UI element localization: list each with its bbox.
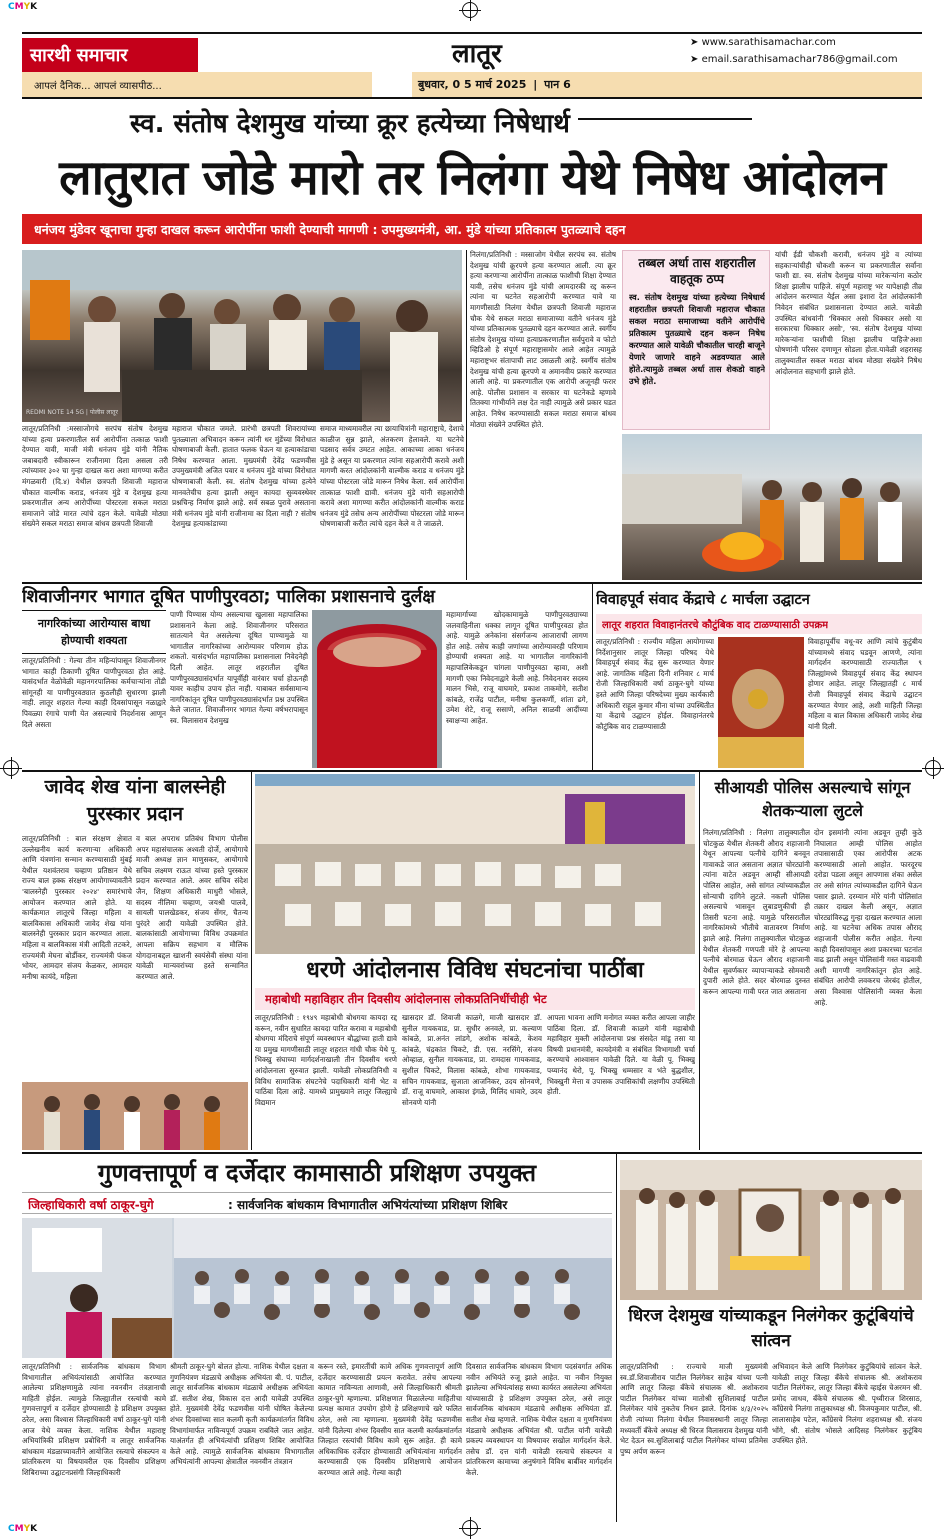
water-headline: शिवाजीनगर भागात दूषित पाणीपुरवठा; पालिका प्रशासनाचे दुर्लक्ष <box>22 587 435 607</box>
email: email.sarathisamachar786@gmail.com <box>701 54 898 65</box>
tagline: आपलं दैनिक... आपलं व्यासपीठ... <box>34 81 162 92</box>
premarital-headline: विवाहपूर्व संवाद केंद्राचे ८ मार्चला उद्घाटन <box>596 592 810 608</box>
lead-kicker-row <box>22 104 922 146</box>
award-col-1: लातूर/प्रतिनिधी : बाल संरक्षण क्षेत्रात उल्लेखनीय कार्य करणाऱ्या अधिकारी आणि यंत्रणांना सन्मान करण्यासाठी मुंबई येथील यशवंतराव चव्हाण प्रतिष्ठान येथे राज्य बाल हक्क संरक्षण आयोगाच्यावतीने 'बालस्नेही पुरस्कार २०२४' समारंभाचे आयोजन करण्यात आले होते. या कार्यक्रमात लातूरचे जिल्हा महिला व बालविकास अधिकारी जावेद शेख यांना बालस्नेही पुरस्कार प्रदान करण्यात आला. महिला व बालविकास मंत्री आदिती तटकरे, राज्यमंत्री मेघना बोर्डीकर, राज्यमंत्री पंकज भोयर, आमदार संजय केळकर, आमदार मनीषा कायंदे, महिला <box>22 834 132 981</box>
lead-protest-photo <box>22 250 462 422</box>
cmyk-mark-bottom: CMYK <box>8 1524 38 1534</box>
registration-mark-icon <box>3 760 19 776</box>
training-col-1: लातूर/प्रतिनिधी : सार्वजनिक बांधकाम विभाग विभागातील अभियंत्यांसाठी आयोजित करण्यात आलेल्या प्रशिक्षणामुळे त्यांना नवनवीन तंत्रज्ञानाची माहिती होईल. त्यामुळे जिल्ह्यातील रस्त्यांची कामे गुणवत्तापूर्ण व दर्जेदार होण्यासाठी हे प्रशिक्षण उपयुक्त ठरेल, असा विश्वास जिल्हाधिकारी वर्षा ठाकूर-घुगे यांनी आज येथे व्यक्त केला. नाशिक येथील महाराष्ट्र अभियांत्रिकी प्रशिक्षण प्रबोधिनी व लातूर सार्वजनिक बांधकाम मंडळाच्यावतीने आयोजित रस्त्याचे संकल्पन व प्रांतरिकरण या विषयावरील एक दिवसीय प्रशिक्षण शिबिराच्या उद्घाटनप्रसंगी जिल्हाधिकारी <box>22 1362 166 1477</box>
condolence-col-2: अभिवादन केले आणि निलंगेकर कुटुंबियांचे सांत्वन केले. यावेळी लातूर जिल्हा बँकेचे संचालक श्री. अशोकराव पाटील निलंगेकर, लातूर जिल्हा बँकेचे व्हाईस चेअरमन श्री. प्रमोद जाधव, बँकेचे संचालक श्री. पृथ्वीराज शिरसाठ, काँग्रेसचे निलंगा तालुकाध्यक्ष श्री. विजयकुमार पाटील, श्री. लालासाहेब पटेल, काँग्रेसचे निलंगा शहराध्यक्ष श्री. संजय भोंगे, श्री. संतोष भोसले आदिसह निलंगेकर कुटूंबिय उपस्थित होते. <box>772 1362 922 1446</box>
wedding-hands-photo <box>718 637 804 768</box>
registration-mark-icon <box>925 760 941 776</box>
photo-credit: REDMI NOTE 14 5G | पोलीस लातूर <box>26 409 118 416</box>
masthead <box>22 32 922 99</box>
training-col-2: श्रीमती ठाकूर-घुगे बोलत होत्या. नाशिक येथील दक्षता व गुणनियंत्रण मंडळाचे अधीक्षक अभियंता बी. पं. पाटील, लातूर सार्वजनिक बांधकाम मंडळाचे अधीक्षक अभियंता डॉ. सतीश शेख, विकास दत्त आदी यावेळी उपस्थित होते. मुख्यमंत्री देवेंद्र फडणवीस यांनी घोषित केलेल्या शंभर दिवसांच्या सात कलमी कृती कार्यक्रमांतर्गत विविध विभागांमार्फत नाविन्यपूर्ण उपक्रम राबविले जात आहेत. याअंतर्गत ही अभियंत्यांची प्रशिक्षण शिबिर आयोजित केले आहे. त्यामुळे सार्वजनिक बांधकाम विभागातील अभियंत्यांनी आपल्या क्षेत्रातील नवनवीन तंत्रज्ञान <box>170 1362 314 1467</box>
mahabodhi-col-3: आपला भावना आणि मनोगत व्यक्त करीत आपला जाहीर पाठिंबा दिला. डॉ. शिवाजी काळगे यांनी महाबोधी महाविहार मुक्ती आंदोलनाचा प्रश्न संसदेत मांडू तसा या विषयी प्रधानमंत्री, कायदेमंत्री व संबंधित विभागाशी चर्चा करण्याचे आश्वासन यावेळी दिले. या वेळी पू. भिक्खु पय्यानंद थेरो, पू. भिक्खु धम्मसार व भंते बुद्धशील, भिक्खुनी मेत्ता व उपासक उपासिकांची लक्षणीय उपस्थिती होती. <box>547 1013 695 1097</box>
lead-strap: धनंजय मुंडेवर खूनाचा गुन्हा दाखल करून आरोपींना फाशी देण्याची मागणी : उपमुख्यमंत्री, आ. मुंडे यांच्या प्रतिकात्म पुतळ्याचे दहन <box>34 222 626 237</box>
lead-effigy-photo <box>622 434 922 580</box>
cid-headline: सीआयडी पोलिस असल्याचे सांगून शेतकऱ्याला लुटले <box>714 778 911 820</box>
award-col-2: व बाल अपराध प्रतिबंध विभाग पोलीस अपर महासंचालक अश्वती दोर्जे, आयोगाचे माजी अध्यक्ष ज्ञान माणुसकर, आयोगाचे सचिव लक्ष्मण राऊत यांच्या हस्ते पुरस्कार प्रदान करण्यात आले. अवर सचिव संदेश जैन, शिक्षण अधिकारी माधुरी भोसले, सदस्य नीलिमा चव्हाण, जयश्री पालवे, सायली पालखेडकर, संजय सेंगर, चैतन्य पुरंदरे आदी यावेळी उपस्थित होते. बालकांसाठी आयोगाच्या विविध उपक्रमांत आपला सक्रिय सहभाग व मौलिक योगदानाबद्दल खाशनी स्वयंसेवी संस्था यांना यावेळी मान्यवरांच्या हस्ते सन्मानित करण्यात आले. <box>136 834 248 981</box>
condolence-photo <box>620 1160 922 1300</box>
traffic-box-title: तब्बल अर्धा तास शहरातील वाहतूक ठप्प <box>638 256 756 286</box>
condolence-col-1: लातूर/प्रतिनिधी : राज्याचे माजी मुख्यमंत्री स्व.डॉ.शिवाजीराव पाटील निलंगेकर साहेब यांच्या पत्नी आणि लातूर जिल्हा बँकेचे संचालक श्री. अशोकराव पाटील निलंगेकर यांच्या मातोश्री सुशिलाबाई पाटील निलंगेकर यांचे नुकतेच निधन झाले. दिनांक ४/३/२०२५ रोजी त्यांच्या निलंगा येथील निवासस्थानी लातूर जिल्हा मध्यवर्ती बँकेचे अध्यक्ष श्री धिरज विलासराव देशमुख यांनी भेट देऊन स्व.सुशिलाबाई पाटील निलंगेकर यांच्या प्रतिमेस पुष्प अर्पण करून <box>620 1362 768 1456</box>
premarital-col-2: विवाहापूर्वीच वधू-वर आणि त्यांचे कुटुंबीय यांच्यामध्ये संवाद घडवून आणणे, त्यांना मार्गदर्शन करण्यासाठी राज्यातील ९ जिल्ह्यांमध्ये विवाहपूर्व संवाद केंद्र स्थापन होणार आहेत. लातूर जिल्ह्यातही ८ मार्च रोजी विवाहपूर्व संवाद केंद्राचे उद्घाटन करण्यात येणार आहे, अशी माहिती जिल्हा महिला व बाल विकास अधिकारी जावेद शेख यांनी दिली. <box>808 637 922 731</box>
lead-col-4: निलंगा/प्रतिनिधी : मस्साजोग येथील सरपंच स्व. संतोष देशमुख यांची क्रूरपणे हत्या करण्यात आली. त्या क्रूर हत्या करणाऱ्या आरोपींना तात्काळ फाशीची शिक्षा देण्यात यावी, तसेच धनंजय मुंडे यांची आमदारकी रद्द करून त्यांना या घटनेत सहआरोपी करण्यात यावे या मागणीसाठी निलंगा येथील छत्रपती शिवाजी महाराज चौक येथे सकल मराठा समाजाच्या वतीने धनंजय मुंडे यांच्या प्रतिकात्मक पुतळ्याचे दहन करण्यात आले. स्वर्गीय संतोष देशमुख यांच्या हत्याप्रकरणातील सर्वपुरावे व फोटो व्हिडिओ हे संपूर्ण महाराष्ट्रासमोर आले आहेत त्यामुळे महाराष्ट्रभर संतापाची लाट उसळली आहे. स्वर्गीय संतोष देशमुख यांची हत्या क्रूरपणे व अमानवीय प्रकारे करण्यात आली आहे. या प्रकरणातील एक आरोपी अजूनही फरार आहे. पोलीस प्रशासन व सरकार या घटनेकडे म्हणावे तितक्या गांभीर्याने लक्ष देत नाही त्यामुळे असे प्रकार घडत आहेत. निषेध करण्यासाठी सकल मराठा समाज बांधव मोठ्या संख्येने उपस्थित होते. <box>470 250 616 429</box>
water-subhead-box <box>22 610 166 654</box>
bullet-arrow-icon: ➤ <box>690 37 702 48</box>
lead-kicker: स्व. संतोष देशमुख यांच्या क्रूर हत्येच्या निषेधार्थ <box>122 104 578 140</box>
training-col-4: दिवसात सार्वजनिक बांधकाम विभाग पदसंवर्गात अधिक नवीन अभियंते रुजू झाले आहेत. या नवीन नियुक्त झालेल्या अभियंत्यांसह सध्या कार्यरत असलेल्या अभियंता यांच्यासाठी हे प्रशिक्षण उपयुक्त ठरेल, असे लातूर सार्वजनिक बांधकाम मंडळाचे अधीक्षक अभियंता डॉ. सतीश शेख म्हणाले. नाशिक येथील दक्षता व गुणनियंत्रण मंडळाचे अधीक्षक अभियंता श्री. पाटील यांनी यावेळी प्रकल्प व्यवस्थापन या विषयावर सखोल मार्गदर्शन केले. तसेच डॉ. दत्त यांनी यावेळी रस्त्याचे संकल्पन व प्रांतरिकरण कामाच्या अनुषंगाने विविध बाबींवर मार्गदर्शन केले. <box>466 1362 612 1477</box>
registration-mark-icon <box>462 1520 478 1536</box>
brand-name: सारथी समाचार <box>30 45 128 66</box>
award-ceremony-photo <box>22 1082 248 1150</box>
tagline-bar <box>22 72 372 97</box>
mahabodhi-headline: धरणे आंदोलनास विविध संघटनांचा पाठींबा <box>306 958 644 983</box>
lead-col-1: लातूर/प्रतिनिधी :मस्साजोगचे सरपंच संतोष देशमुख यांच्या हत्या प्रकरणातील सर्व आरोपींना तत्काळ फाशी देण्यात यावी, माजी मंत्री धनंजय मुंडे यांनी नैतिक जबाबदारी स्वीकारून राजीनामा दिला असला तरी त्यांच्यावर ३०२ चा गुन्हा दाखल करा अशा मागण्या करीत मंगळवारी (दि.४) येथील छत्रपती शिवाजी महाराज चौकात वाल्मीक कराड, धनंजय मुंडे व देशमुख हत्या प्रकरणातील अन्य आरोपींच्या पोस्टरला सकल मराठा समाजाने जोडे मारत त्यांचे दहन केले. यावेळी मोठ्या संख्येने सकल मराठा समाज बांधव छत्रपती शिवाजी <box>22 424 168 529</box>
date-bar: बुधवार, 0 5 मार्च 2025 | पान 6 <box>412 72 922 97</box>
issue-date: बुधवार, 0 5 मार्च 2025 <box>418 78 527 91</box>
brand-box <box>22 38 198 72</box>
premarital-col-1: लातूर/प्रतिनिधी : राज्यीय महिला आयोगाच्या निर्देशानुसार लातूर जिल्हा परिषद येथे विवाहपूर्व संवाद केंद्र सुरू करण्यात येणार आहे. जागतिक महिला दिनी शनिवार ८ मार्च रोजी जिल्हाधिकारी वर्षा ठाकूर-घुगे यांच्या हस्ते आणि जिल्हा परिषदेच्या मुख्य कार्यकारी अधिकारी राहूल कुमार मीना यांच्या उपस्थितीत या केंद्राचे उद्घाटन होईल. विवाहानंतरचे कौटुंबिक वाद टाळण्यासाठी <box>596 637 714 731</box>
mahabodhi-col-1: लातूर/प्रतिनिधी : १९४९ महाबोधी बोधगया कायदा रद्द करून, नवीन सुधारित कायदा पारित करावा व महाबोधी बोधगया मंदिराचे संपूर्ण व्यवस्थापन बौद्धांच्या हाती द्यावे या प्रमुख मागणीसाठी लातूर शहरात गांधी चौक येथे पू. भिक्खु संघाच्या मार्गदर्शनाखाली तीन दिवसीय धरणे आंदोलनाला सुरुवात झाली. यावेळी लोकप्रतिनिधी व विविध सामाजिक संघटनेचे पदाधिकारी यांनी भेट व पाठिंबा दिला आहे. यामध्ये प्रामुख्याने लातूर जिल्ह्याचे विद्यमान <box>255 1013 397 1107</box>
water-col-3: महामार्गाच्या खोदकामामुळे पाणीपुरवठ्याच्या जलवाहिनीला धक्का लागून दूषित पाणीपुरवठा होत आहे. यामुळे अनेकांना संसर्गजन्य आजाराची लागण होत आहे. तसेच काही जणांच्या आरोग्यावरही परिणाम होण्याची शक्यता आहे. या भागातील नागरिकांनी महापालिकेकडून चांगला पाणीपुरवठा व्हावा, अशी मागणी एका निवेदनाद्वारे केली आहे. निवेदनावर सदस्य मालन भिसे, राजू वाघमारे, प्रकाश ताकमोगे, सतीश कांबळे, राजेंद्र पाटील, मनीषा कुलकर्णी, शांता ढगे, उमेश शेटे, राजू ससाणे, अनिल साळवी आदींच्या स्वाक्षऱ्या आहेत. <box>446 610 588 725</box>
training-headline: गुणवत्तापूर्ण व दर्जेदार कामासाठी प्रशिक्षण उपयुक्त <box>97 1159 537 1187</box>
water-drum-photo <box>312 610 442 768</box>
page-number: पान 6 <box>544 78 571 91</box>
training-col-3: करून रस्ते, इमारतींची कामे अधिक गुणवत्तापूर्ण आणि दर्जेदार करण्यासाठी प्रयत्न करावेत. तसेच आपल्या कामात नाविन्यता आणावी, असे जिल्हाधिकारी श्रीमती ठाकूर-घुगे म्हणाल्या. प्रशिक्षणात मिळालेल्या माहितीचा प्रत्यक्ष कामात उपयोग होणे हे प्रशिक्षणाचे खरे फलित ठरेल, असे त्या म्हणाल्या. मुख्यमंत्री देवेंद्र फडणवीस यांनी दिलेल्या शंभर दिवसीय सात कलमी कार्यक्रमांतर्गत जिल्हात रस्त्यांची विविध कामे सुरू आहेत. ही कामे अधिकाधिक दर्जेदार होण्यासाठी अभियंत्यांना मार्गदर्शन करण्यासाठी एक दिवसीय प्रशिक्षणाचे आयोजन करण्यात आले आहे. गेल्या काही <box>318 1362 462 1477</box>
city-name: लातूर <box>452 39 502 69</box>
training-photos <box>22 1218 612 1358</box>
registration-mark-icon <box>462 2 478 18</box>
training-subhead <box>22 1192 612 1214</box>
lead-col-2: महाराज चौकात जमले. प्रारंभी छत्रपती शिवरायांच्या पुतळ्याला अभिवादन करून त्यांनी धर मुंडेंच्या विरोधात घोषणाबाजी केली. हातात फलक घेऊन या हत्याकांडाचा निषेध करण्यात आला. मुख्यमंत्री देवेंद्र फडणवीस उपमुख्यमंत्री अजित पवार व धनंजय मुंडे यांच्या विरोधात घोषणाबाजी केली. स्व. संतोष देशमुख यांच्या हत्येने मानवतेचीच हत्या झाली असून कायदा सुव्यवस्थेवर प्रश्नचिन्ह निर्माण झाले आहे. सर्व सबळ पुरावे असताना मंत्री धनंजय मुंडे यांनी राजीनामा का दिला नाही ? संतोष देशमुख हत्याकांडाच्या <box>172 424 316 529</box>
water-col-2: पाणी पिण्यास योग्य असल्याचा खुलासा महापालिका प्रशासनाने केला आहे. शिवाजीनगर परिसरात सातत्याने येत असलेल्या दूषित पाण्यामुळे या भागातील नागरिकांच्या आरोग्यावर परिणाम होऊ शकतो. यासंदर्भात महापालिका प्रशासनाला निवेदनेही दिली आहेत. लातूर शहरातील दूषित पाणीपुरवठ्यासंदर्भात यापूर्वीही वारंवार चर्चा होऊनही यावर काहीच उपाय होत नाही. याबाबत सर्वसामान्य नागरिकांतून दूषित पाणीपुरवठ्यासंदर्भात प्रश्न उपस्थित केले जातात. शिवाजीनगर भागात गेल्या वर्षभरापासून स्व. विलासराव देशमुख <box>170 610 308 725</box>
sit-in-protest-photo <box>255 774 695 954</box>
lead-col-3: समाज माध्यमावरील त्या छायाचित्रांनी महाराष्ट्राचे, देशाचे काळीज सुन्न झाले, अंतकरण हेलावले. या घटनेचे पडसाद सर्वत्र उमटत आहेत. आकाच्या आका धनंजय मुंडे हे असून या प्रकरणात त्यांना सहआरोपी करावे अशी मागणी करत आंदोलकांनी वाल्मीक कराड व धनंजय मुंडे यांच्या पोस्टरला जोडे मारून निषेध केला. सर्व आरोपींना तात्काळ फाशी द्यावी. धनंजय मुंडे यांनी सहआरोपी करावे अशा मागण्या करीत आंदोलकांनी वाल्मीक कराड धनंजय मुंडे तसेच अन्य आरोपींच्या पोस्टरला जोडे मारून घोषणाबाजी करीत त्यांचे दहन केले व ते जाळले. <box>320 424 464 529</box>
water-col-1: लातूर/प्रतिनिधी : गेल्या तीन महिन्यांपासून शिवाजीनगर भागात काही ठिकाणी दूषित पाणीपुरवठा होत आहे. यासंदर्भात वेळोवेळी महानगरपालिका कर्मचाऱ्यांना तोंडी सांगूनही या पाणीपुरवठ्यात कुठलीही सुधारणा झाली नाही. लातूर शहरात गेल्या काही दिवसांपासून नळाद्वारे पिवळ्या रंगाचे पाणी येत असल्याचे निदर्शनास आणून दिले असता <box>22 656 166 729</box>
premarital-subhead: लातूर शहरात विवाहानंतरचे कौटुंबिक वाद टाळण्यासाठी उपक्रम <box>602 620 829 631</box>
website: www.sarathisamachar.com <box>701 37 836 48</box>
training-subhead-label: जिल्हाधिकारी वर्षा ठाकूर-घुगे <box>28 1198 154 1212</box>
bullet-arrow-icon: ➤ <box>690 54 702 65</box>
cid-col-2: दोन इसमांनी त्यांना अडवून तुम्ही कुठे निघालात आम्ही पोलिस आहोत तपासासाठी एका आरोपीस अटक करण्यासाठी आलो आहोत. फारदूरच दरोडा पडला असून आपणास शंका असेल तर असे सांगत त्यांच्याकडील दागिने घेऊन पसार झाले. दरम्यान मोरे यांनी पोलिसांत तक्रार दाखल केली असून, अज्ञात चोरट्यांविरुद्ध गुन्हा दाखल करण्यात आला आहे. या घटनेचा अधिक तपास औराद शहाजानी पोलीस करीत आहेत. गेल्या काही दिवसांपासून अशा प्रकारच्या घटनांत वाढ झाली असून पोलिसांनी गस्त वाढवावी अशी मागणी नागरिकांतून होत आहे. संबंधित आरोपी लवकरच जेरबंद होतील, असा विश्वास पोलिसांनी व्यक्त केला आहे. <box>814 828 922 1007</box>
cid-col-1: निलंगा/प्रतिनिधी : निलंगा तालुक्यातील चोटकुळ येथील शेतकरी औराद शहाजानी येथून आपल्या पत्नीचे दागिने बनवून गावाकडे जात असताना अज्ञात चोरट्यांनी त्यांना वाटेत अडवून आम्ही सीआयडी पोलिस आहोत, असे सांगत त्यांच्याकडील सोन्याची दागिने लुटले. नकली पोलिस असल्याचे भासवून लुबाडणुकीची ही तिसरी घटना आहे. यामुळे परिसरातील नागरिकांमध्ये भीतीचे वातावरण निर्माण झाले आहे. निलंगा तालुक्यातील चोटकुळ येथील शेतकरी गणपती मोरे हे आपल्या पत्नीचे बोरमाळ घेऊन औराद शहाजानी येथील सुवर्णकार व्यापाऱ्याकडे सोमवारी दुपारी आले होते. सदर बोरमाळ दुरुस्त करून आपल्या गावी परत जात असताना <box>703 828 810 996</box>
traffic-box <box>622 250 770 430</box>
training-subhead-rest: : सार्वजनिक बांधकाम विभागातील अभियंत्यांच्या प्रशिक्षण शिबिर <box>228 1198 508 1212</box>
condolence-headline: धिरज देशमुख यांच्याकडून निलंगेकर कुटूंबियांचे सांत्वन <box>628 1306 914 1351</box>
cmyk-mark-top: CMYK <box>8 2 38 12</box>
mahabodhi-subhead: महाबोधी महाविहार तीन दिवसीय आंदोलनास लोकप्रतिनिधींचीही भेट <box>265 992 547 1006</box>
premarital-subhead-bar <box>596 614 922 634</box>
mahabodhi-subhead-bar <box>255 988 695 1010</box>
website-line <box>690 37 836 48</box>
water-subhead: नागरिकांच्या आरोग्यास बाधा होण्याची शक्यता <box>37 617 151 647</box>
lead-strap-bar <box>22 214 922 244</box>
lead-col-6: यांची ईडी चौकशी करावी, धनंजय मुंडे व त्यांच्या सहकाऱ्यांचीही चौकशी करून या प्रकरणातील सर्वांना फाशी द्या. स्व. संतोष देशमुख यांच्या मारेकऱ्यांना कठोर शिक्षा झालीच पाहिजे. संपूर्ण महाराष्ट्र भर यापेक्षाही तीव्र आंदोलन करण्यात येईल असा इशारा देत आंदोलकांनी निवेदन संबंधित प्रशासनाला देण्यात आले. यावेळी उपस्थित बांधवांनी 'धिक्कार असो धिक्कार असो या सरकारचा धिक्कार असो', 'स्व. संतोष देशमुख यांच्या मारेकऱ्यांना फाशीची शिक्षा झालीच पाहिजे'अशा घोषणांनी परिसर दणाणून सोडला होता.यावेळी शहरासह तालुक्यातील सकल मराठा बांधव मोठ्या संख्येने निषेध आंदोलनात सहभागी झाले होते. <box>775 250 922 376</box>
email-line <box>690 54 898 65</box>
traffic-box-body: स्व. संतोष देशमुख यांच्या हत्येच्या निषेधार्थ शहरातील छत्रपती शिवाजी महाराज चौकात सकल मराठा समाजाच्या वतीने आरोपींचे प्रतिकात्म पुतळ्याचे दहन करून निषेध करण्यात आले यावेळी चौकातील चारही बाजूने येणारे जाणारे वाहने अडवण्यात आले होते.त्यामुळे तब्बल अर्धा तास शेकडो वाहने उभे होते. <box>629 292 765 386</box>
award-headline: जावेद शेख यांना बालस्नेही पुरस्कार प्रदान <box>44 776 226 825</box>
mahabodhi-col-2: खासदार डॉ. शिवाजी काळगे, माजी खासदार डॉ. सुनील गायकवाड, प्रा. सुधीर अनवले, प्रा. कल्याण कांबळे, प्रा.अनंत लांडगे, अशोक कांबळे, केशव कांबळे, चंद्रकांत चिकटे, डी. एस. नरसिंगे, संजय ओव्हाळ, सुनील गायकवाड, प्रा. रामदास गायकवाड, सुशील चिकटे, विलास कांबळे, शोभा गायकवाड, सचिन गायकवाड, सुजाता आजनिकर, उदय सोनवणे, डॉ. राजू वाघमारे, आकाश इंगळे, मिलिंद धावारे, उदय सोनवणे यांनी <box>402 1013 542 1107</box>
lead-headline: लातुरात जोडे मारो तर निलंगा येथे निषेध आंदोलन <box>59 150 885 206</box>
